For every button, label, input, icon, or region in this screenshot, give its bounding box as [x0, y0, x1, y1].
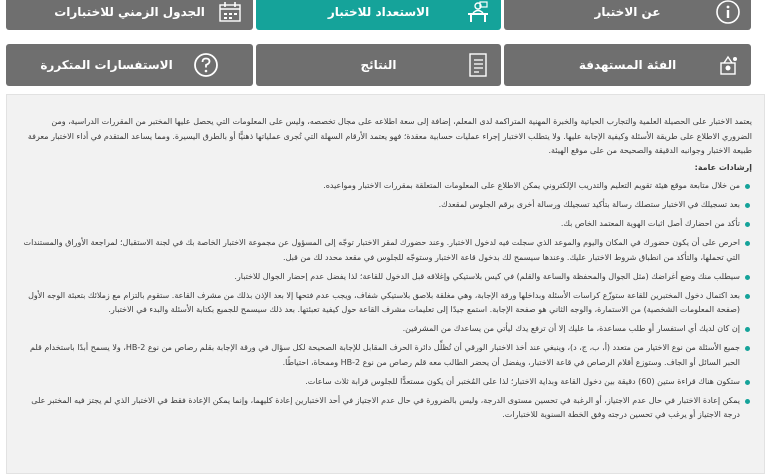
list-item: من خلال متابعة موقع هيئة تقويم التعليم والتدريب الإلكتروني يمكن الاطلاع على المعلومات المتعلقة بمقررات الاختبار ومواعيده. [19, 179, 752, 194]
target-group-icon [715, 52, 741, 78]
tab-target-group-label: الفئة المستهدفة [578, 58, 677, 72]
tab-faq-label: الاستفسارات المتكررة [40, 58, 173, 72]
results-document-icon [465, 52, 491, 78]
tab-faq[interactable] [6, 44, 253, 86]
list-item: إن كان لديك أي استفسار أو طلب مساعدة، ما عليك إلا أن ترفع يدك ليأتي من يساعدك من المشرفين. [19, 322, 752, 337]
tab-target-group[interactable] [504, 44, 751, 86]
question-icon [193, 52, 219, 78]
intro-paragraph: يعتمد الاختبار على الحصيلة العلمية والتجارب الحياتية والخبرة المهنية المتراكمة لدى المعلم، إضافة إلى سعة اطلاعه على مجال تخصصه، وليس على المعلومات التي يحصل عليها المختبر من المقررات الدراسية، ومن الضروري الاطلاع على طريقة الأسئلة وكيفية الإجابة عليها. ولا يتطلب الاختبار إجراء عمليات حسابية معقدة؛ فهو يعتمد الأرقام السهلة التي تُجرى عملياتها ذهنيًّا أو بالطرق اليسيرة. ومما يساعد المتقدم في أداء الاختبار معرفة طبيعة الاختبار وجوانبه الدقيقة والصحيحة من على موقع الهيئة. [27, 117, 752, 155]
tab-test-schedule-label: الجدول الزمني للاختبارات [54, 5, 205, 19]
study-desk-icon [465, 0, 491, 25]
list-item: سيطلب منك وضع أغراضك (مثل الجوال والمحفظة والساعة والقلم) في كيس بلاستيكي وإغلاقه قبل الدخول للقاعة؛ لذا يفضل عدم إحضار الجوال للاختبار. [19, 270, 752, 285]
list-item: ستكون هناك قراءة ستين (60) دقيقة بين دخول القاعة وبداية الاختبار؛ لذا على المُختبر أن يكون مستعدًّا للجلوس قرابة ثلاث ساعات. [19, 375, 752, 390]
calendar-icon [217, 0, 243, 25]
tab-about-test[interactable] [504, 0, 751, 30]
guidelines-heading: إرشادات عامة: [694, 162, 752, 172]
list-item: بعد تسجيلك في الاختبار ستصلك رسالة بتأكيد تسجيلك ورسالة أخرى برقم الجلوس لمقعدك. [19, 198, 752, 213]
tab-results-label: النتائج [360, 58, 397, 72]
guidelines-list [19, 179, 752, 423]
test-preparation-panel [6, 94, 765, 474]
tab-results[interactable] [256, 44, 501, 86]
list-item: يمكن إعادة الاختبار في حال عدم الاجتياز، أو الرغبة في تحسين مستوى الدرجة، وليس بالضرورة في حال عدم الاجتياز في أحد الاختبارين إعادة كليهما، وإنما يمكن الإعادة فقط في الاختبار الذي لم يجتز فيه المختبر على درجة الاجتياز أو يرغب في تحسين درجته وفق الخطة السنوية للاختبارات. [19, 394, 752, 423]
list-item: احرص على أن يكون حضورك في المكان واليوم والموعد الذي سجلت فيه لدخول الاختبار. وعند حضورك لمقر الاختبار توجّه إلى المسؤول عن مجموعة الاختبار الخاصة بك في لجنة الاستقبال؛ لمراجعة الأوراق والمستندات التي تحملها، والتأكد من انطباق شروط الاختبار عليك. وعندها سيسمح لك بدخول قاعة الاختبار وستوجّه للجلوس في مقعد محدد لك من قبل. [19, 236, 752, 265]
tab-test-preparation-label: الاستعداد للاختبار [327, 5, 430, 19]
tab-about-test-label: عن الاختبار [594, 5, 661, 19]
list-item: تأكد من احضارك أصل اثبات الهوية المعتمد الخاص بك. [19, 217, 752, 232]
info-icon [715, 0, 741, 25]
list-item: بعد اكتمال دخول المختبرين للقاعة ستوزّع كراسات الأسئلة وبداخلها ورقة الإجابة، وهي مغلقة بلاصق بلاستيكي شفاف، ويجب عدم فتحها إلا بعد الإذن بذلك من مشرف القاعة. ستقوم بالتزام مع زملائك بتعبئة الوجه الأول (صفحة المعلومات الشخصية) من الاستمارة، والوجه الثاني هو صفحة الإجابة. استمع جيدًا إلى تعليمات مشرف القاعة حول كيفية تعبئتها. بعد ذلك سيسمح للجميع بكتابة الأسئلة والبدء في الاختبار. [19, 289, 752, 318]
tab-test-preparation[interactable] [256, 0, 501, 30]
tab-test-schedule[interactable] [6, 0, 253, 30]
list-item: جميع الأسئلة من نوع الاختيار من متعدد (أ، ب، ج، د)، وينبغي عند أخذ الاختبار الورقي أن تُظلِّل دائرة الحرف المقابل للإجابة الصحيحة لكل سؤال في ورقة الإجابة بقلم رصاص من نوع HB-2، ولا يسمح أبدًا باستخدام قلم الحبر السائل أو الجاف. وستوزع أقلام الرصاص في قاعة الاختبار، ويفضل أن يحضر الطالب معه قلم رصاص من نوع HB-2 وممحاة، احتياطًا. [19, 341, 752, 370]
